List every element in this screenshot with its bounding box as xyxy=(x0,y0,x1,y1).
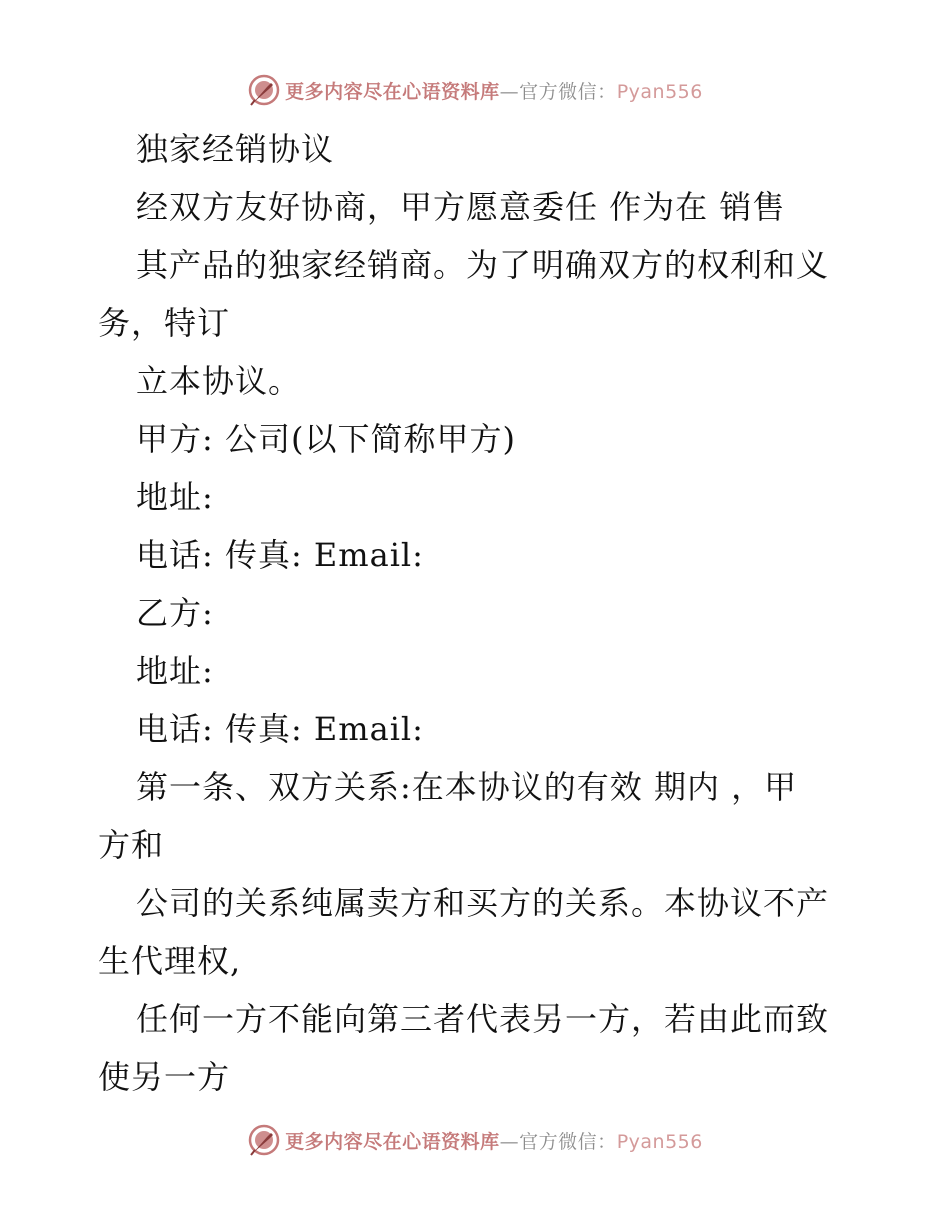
paragraph-line: 立本协议。 xyxy=(136,362,302,400)
party-a-line: 甲方: 公司(以下简称甲方) xyxy=(136,420,516,458)
paragraph-line: 务，特订 xyxy=(98,304,231,342)
watermark-separator: — xyxy=(499,80,520,103)
party-a-contact-line: 电话: 传真: Email: xyxy=(136,536,424,574)
party-b-address-line: 地址: xyxy=(136,652,214,690)
paragraph-line: 公司的关系纯属卖方和买方的关系。本协议不产 xyxy=(136,884,830,922)
watermark-wechat-label: 官方微信： xyxy=(519,1130,617,1153)
party-b-line: 乙方: xyxy=(136,594,214,632)
watermark-wechat-id: Pyan556 xyxy=(616,80,703,103)
watermark-wechat-label: 官方微信： xyxy=(519,80,617,103)
watermark-brand: 更多内容尽在心语资料库 xyxy=(285,80,500,103)
paragraph-line: 经双方友好协商，甲方愿意委任 作为在 销售 xyxy=(136,188,786,226)
article-one-line: 第一条、双方关系:在本协议的有效 期内 ，甲 xyxy=(136,768,798,806)
document-body xyxy=(98,120,858,1106)
paragraph-line: 任何一方不能向第三者代表另一方，若由此而致 xyxy=(136,1000,830,1038)
watermark-wechat-id: Pyan556 xyxy=(616,1130,703,1153)
header-watermark-banner xyxy=(0,70,950,110)
party-a-address-line: 地址: xyxy=(136,478,214,516)
quill-pen-circle-icon xyxy=(247,1123,281,1157)
paragraph-line: 方和 xyxy=(98,826,165,864)
watermark-text xyxy=(285,1127,703,1154)
watermark-brand: 更多内容尽在心语资料库 xyxy=(285,1130,500,1153)
party-b-contact-line: 电话: 传真: Email: xyxy=(136,710,424,748)
paragraph-line: 使另一方 xyxy=(98,1058,231,1096)
paragraph-line: 其产品的独家经销商。为了明确双方的权利和义 xyxy=(136,246,830,284)
document-title: 独家经销协议 xyxy=(136,130,335,168)
paragraph-line: 生代理权, xyxy=(98,942,242,980)
watermark-separator: — xyxy=(499,1130,520,1153)
watermark-text xyxy=(285,77,703,104)
footer-watermark-banner xyxy=(0,1120,950,1160)
quill-pen-circle-icon xyxy=(247,73,281,107)
